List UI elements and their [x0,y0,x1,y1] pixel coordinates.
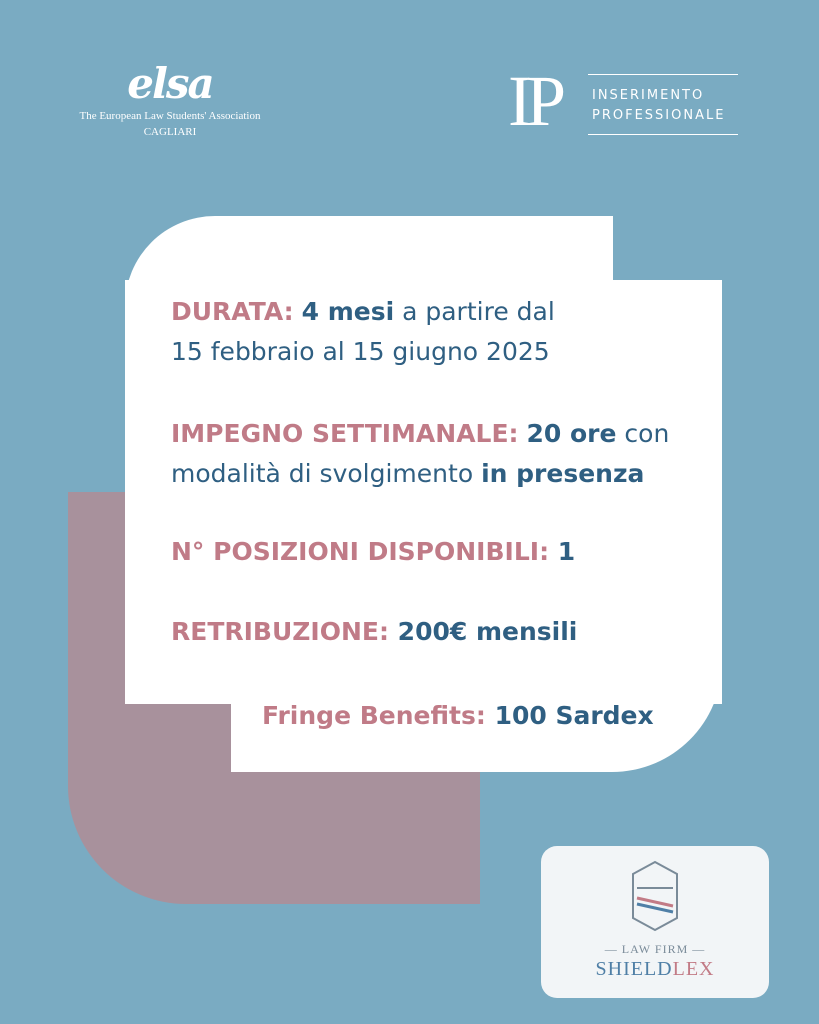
shieldlex-wordmark [541,958,769,981]
shieldlex-part2: LEX [672,958,715,980]
ip-logo [508,61,740,141]
shieldlex-part1: SHIELD [595,958,673,980]
fringe-value: 100 Sardex [485,701,654,730]
impegno-rest: con [616,419,670,448]
retribuzione-label: RETRIBUZIONE: [171,617,389,646]
impegno-section [171,414,669,494]
durata-value: 4 mesi [301,297,395,326]
elsa-city: CAGLIARI [143,126,197,138]
durata-label: DURATA: [171,297,294,326]
fringe-label: Fringe Benefits: [262,701,486,730]
shieldlex-logo-card [541,846,769,998]
ip-logo-line2: PROFESSIONALE [592,108,726,123]
impegno-mode-text: modalità di svolgimento [171,459,482,488]
posizioni-section [171,532,575,572]
ip-logo-top-rule [588,74,738,75]
shield-hexagon-icon [627,858,683,934]
law-firm-caption: — LAW FIRM — [604,942,706,956]
durata-rest: a partire dal [394,297,555,326]
ip-logo-line1: INSERIMENTO [592,88,705,103]
ip-logo-bottom-rule [588,134,738,135]
retribuzione-section [171,612,577,652]
posizioni-label: N° POSIZIONI DISPONIBILI: [171,537,550,566]
impegno-label: IMPEGNO SETTIMANALE: [171,419,519,448]
elsa-logo [72,60,268,140]
impegno-mode-value: in presenza [481,459,645,488]
posizioni-value: 1 [549,537,576,566]
retribuzione-value: 200€ mensili [388,617,578,646]
elsa-tagline: The European Law Students' Association [79,110,261,122]
ip-logo-mark: IP [508,61,561,141]
impegno-value: 20 ore [526,419,617,448]
durata-dates: 15 febbraio al 15 giugno 2025 [171,337,550,366]
fringe-section [262,696,654,736]
elsa-logo-mark: elsa [127,59,213,108]
durata-section [171,292,555,372]
